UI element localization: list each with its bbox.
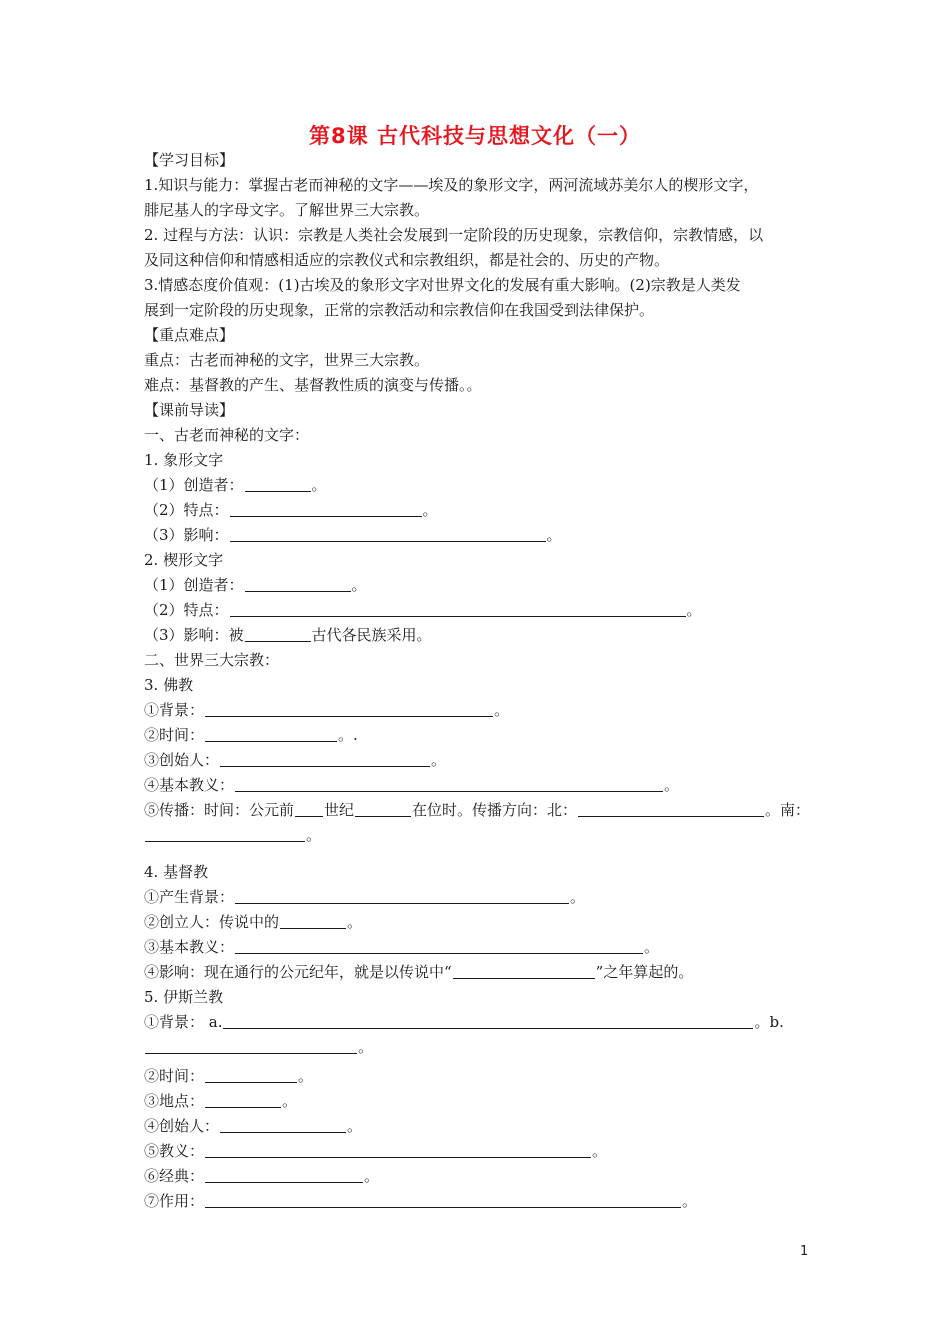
answer-blank[interactable] <box>205 1192 681 1208</box>
prompt: ⑤传播：时间：公元前 <box>144 801 295 819</box>
fill-line: ②时间： 。 <box>144 1067 314 1085</box>
answer-blank[interactable] <box>230 601 686 617</box>
fill-line: ①背景： 。 <box>144 701 510 719</box>
prompt: ⑦作用： <box>144 1192 205 1210</box>
answer-blank[interactable] <box>245 476 311 492</box>
answer-blank[interactable] <box>235 938 643 954</box>
item-title: 3. 佛教 <box>144 676 194 694</box>
prompt: （3）影响： <box>144 526 229 544</box>
prompt: ①背景： <box>144 701 205 719</box>
goal-text: 1.知识与能力：掌握古老而神秘的文字——埃及的象形文字，两河流域苏美尔人的楔形文字， <box>144 176 759 194</box>
answer-blank[interactable] <box>205 1142 591 1158</box>
section-heading: 【课前导读】 <box>144 401 235 419</box>
section-heading: 【学习目标】 <box>144 151 235 169</box>
answer-blank[interactable] <box>205 701 493 717</box>
fill-line: （1）创造者： 。 <box>144 476 327 494</box>
subsection-title: 二、世界三大宗教： <box>144 651 280 669</box>
prompt: ③基本教义： <box>144 938 235 956</box>
fill-line: ②创立人：传说中的 。 <box>144 913 363 931</box>
prompt: ②时间： <box>144 726 205 744</box>
fill-line: ⑦作用： 。 <box>144 1192 698 1210</box>
fill-line: ③基本教义： 。 <box>144 938 660 956</box>
prompt: ③创始人： <box>144 751 220 769</box>
prompt: （1）创造者： <box>144 476 244 494</box>
prompt: ⑤教义： <box>144 1142 205 1160</box>
answer-blank[interactable] <box>235 776 663 792</box>
answer-blank[interactable] <box>205 1092 281 1108</box>
answer-blank[interactable] <box>280 913 346 929</box>
fill-line: 。 <box>144 1035 809 1060</box>
prompt: ①产生背景： <box>144 888 235 906</box>
fill-line: ⑤传播：时间：公元前 世纪 在位时。传播方向：北： 。南： <box>144 801 811 819</box>
prompt: （2）特点： <box>144 601 229 619</box>
answer-blank[interactable] <box>205 726 337 742</box>
prompt: ②创立人：传说中的 <box>144 913 280 931</box>
answer-blank[interactable] <box>355 801 411 817</box>
answer-blank[interactable] <box>230 526 546 542</box>
prompt: ④创始人： <box>144 1117 220 1135</box>
fill-line: ④创始人： 。 <box>144 1117 363 1135</box>
prompt: ⑥经典： <box>144 1167 205 1185</box>
section-heading: 【重点难点】 <box>144 326 235 344</box>
key-difficulty: 难点：基督教的产生、基督教性质的演变与传播。。 <box>144 376 482 394</box>
fill-line: （3）影响：被 古代各民族采用。 <box>144 626 432 644</box>
prompt: ③地点： <box>144 1092 205 1110</box>
fill-line: ①背景： a. 。b. <box>144 1013 784 1031</box>
fill-line: ④基本教义： 。 <box>144 776 680 794</box>
item-title: 5. 伊斯兰教 <box>144 988 224 1006</box>
goal-text: 及同这种信仰和情感相适应的宗教仪式和宗教组织，都是社会的、历史的产物。 <box>144 251 670 269</box>
prompt: （1）创造者： <box>144 576 244 594</box>
fill-line: （2）特点： 。 <box>144 601 702 619</box>
fill-line: （3）影响： 。 <box>144 526 562 544</box>
goal-text: 2. 过程与方法：认识：宗教是人类社会发展到一定阶段的历史现象，宗教信仰，宗教情感，以 <box>144 226 764 244</box>
fill-line: （2）特点： 。 <box>144 501 438 519</box>
item-title: 1. 象形文字 <box>144 451 224 469</box>
prompt: ②时间： <box>144 1067 205 1085</box>
goal-text: 展到一定阶段的历史现象，正常的宗教活动和宗教信仰在我国受到法律保护。 <box>144 301 655 319</box>
worksheet-body <box>144 148 809 1214</box>
answer-blank[interactable] <box>245 576 351 592</box>
prompt: （3）影响：被 <box>144 626 244 644</box>
fill-line: ③地点： 。 <box>144 1092 298 1110</box>
answer-blank[interactable] <box>220 1117 346 1133</box>
answer-blank[interactable] <box>145 1038 357 1054</box>
lesson-title: 第8课 古代科技与思想文化（一） <box>309 124 641 148</box>
answer-blank[interactable] <box>205 1167 363 1183</box>
prompt: ④基本教义： <box>144 776 235 794</box>
fill-line: ②时间： 。. <box>144 726 358 744</box>
fill-line: 。 <box>144 823 809 848</box>
answer-blank[interactable] <box>220 751 430 767</box>
goal-text: 腓尼基人的字母文字。了解世界三大宗教。 <box>144 201 430 219</box>
fill-line: （1）创造者： 。 <box>144 576 367 594</box>
fill-line: ④影响：现在通行的公元纪年，就是以传说中“ ”之年算起的。 <box>144 963 694 981</box>
answer-blank[interactable] <box>145 826 305 842</box>
fill-line: ①产生背景： 。 <box>144 888 586 906</box>
fill-line: ③创始人： 。 <box>144 751 447 769</box>
prompt: ④影响：现在通行的公元纪年，就是以传说中“ <box>144 963 452 981</box>
page-number: 1 <box>800 1244 809 1259</box>
answer-blank[interactable] <box>245 626 311 642</box>
answer-blank[interactable] <box>205 1067 297 1083</box>
answer-blank[interactable] <box>578 801 764 817</box>
item-title: 4. 基督教 <box>144 863 209 881</box>
answer-blank[interactable] <box>223 1013 753 1029</box>
prompt: ①背景： a. <box>144 1013 223 1031</box>
answer-blank[interactable] <box>453 963 595 979</box>
fill-line: ⑥经典： 。 <box>144 1167 380 1185</box>
answer-blank[interactable] <box>235 888 569 904</box>
answer-blank[interactable] <box>295 801 323 817</box>
fill-line: ⑤教义： 。 <box>144 1142 608 1160</box>
item-title: 2. 楔形文字 <box>144 551 224 569</box>
key-point: 重点：古老而神秘的文字，世界三大宗教。 <box>144 351 430 369</box>
subsection-title: 一、古老而神秘的文字： <box>144 426 310 444</box>
goal-text: 3.情感态度价值观：(1)古埃及的象形文字对世界文化的发展有重大影响。(2)宗教是人类发 <box>144 276 741 294</box>
prompt: （2）特点： <box>144 501 229 519</box>
answer-blank[interactable] <box>230 501 422 517</box>
